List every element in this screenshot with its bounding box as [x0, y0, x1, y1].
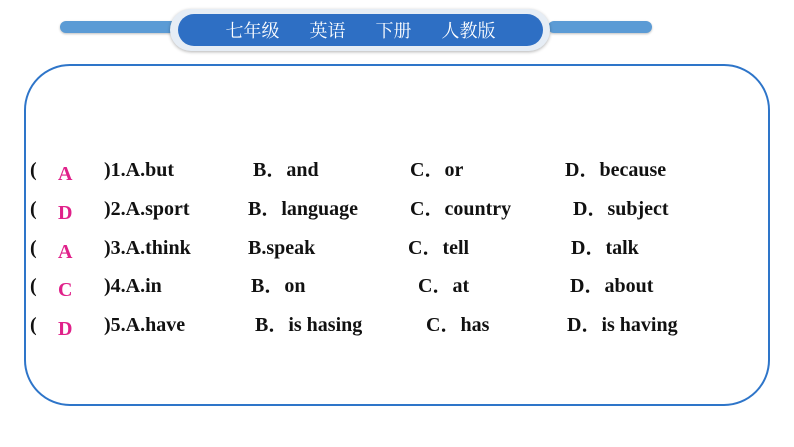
grade-tag: 七年级 [225, 21, 280, 42]
question-stem: )5.A.have [104, 314, 186, 336]
question-stem: )3.A.think [104, 237, 191, 259]
answer-label: D [58, 202, 73, 224]
option-c: C．at [418, 275, 470, 297]
answer-label: A [58, 241, 73, 263]
paren-open: ( [30, 159, 37, 181]
paren-open: ( [30, 237, 37, 259]
subject-tag: 英语 [309, 21, 346, 42]
option-d: D．is having [567, 314, 678, 336]
question-row [0, 233, 794, 263]
answer-label: C [58, 279, 73, 301]
question-row [0, 194, 794, 224]
paren-open: ( [30, 198, 37, 220]
option-d: D．because [565, 159, 667, 181]
paren-open: ( [30, 314, 37, 336]
question-stem: )2.A.sport [104, 198, 190, 220]
option-d: D．subject [573, 198, 669, 220]
volume-tag: 下册 [375, 21, 412, 42]
paren-open: ( [30, 275, 37, 297]
question-stem: )1.A.but [104, 159, 175, 181]
option-b: B．on [251, 275, 306, 297]
question-row [0, 310, 794, 340]
option-c: C．has [426, 314, 490, 336]
option-c: C．tell [408, 237, 470, 259]
option-d: D．about [570, 275, 654, 297]
option-c: C．or [410, 159, 464, 181]
answer-label: A [58, 163, 73, 185]
question-row [0, 271, 794, 301]
option-b: B．and [253, 159, 319, 181]
header-bar-right [548, 21, 652, 33]
edition-tag: 人教版 [441, 21, 496, 42]
header-banner [178, 14, 543, 46]
option-b: B．language [248, 198, 359, 220]
option-b: B．is hasing [255, 314, 363, 336]
answer-label: D [58, 318, 73, 340]
question-row [0, 155, 794, 185]
option-b: B.speak [248, 237, 316, 259]
option-c: C．country [410, 198, 512, 220]
option-d: D．talk [571, 237, 639, 259]
question-stem: )4.A.in [104, 275, 162, 297]
